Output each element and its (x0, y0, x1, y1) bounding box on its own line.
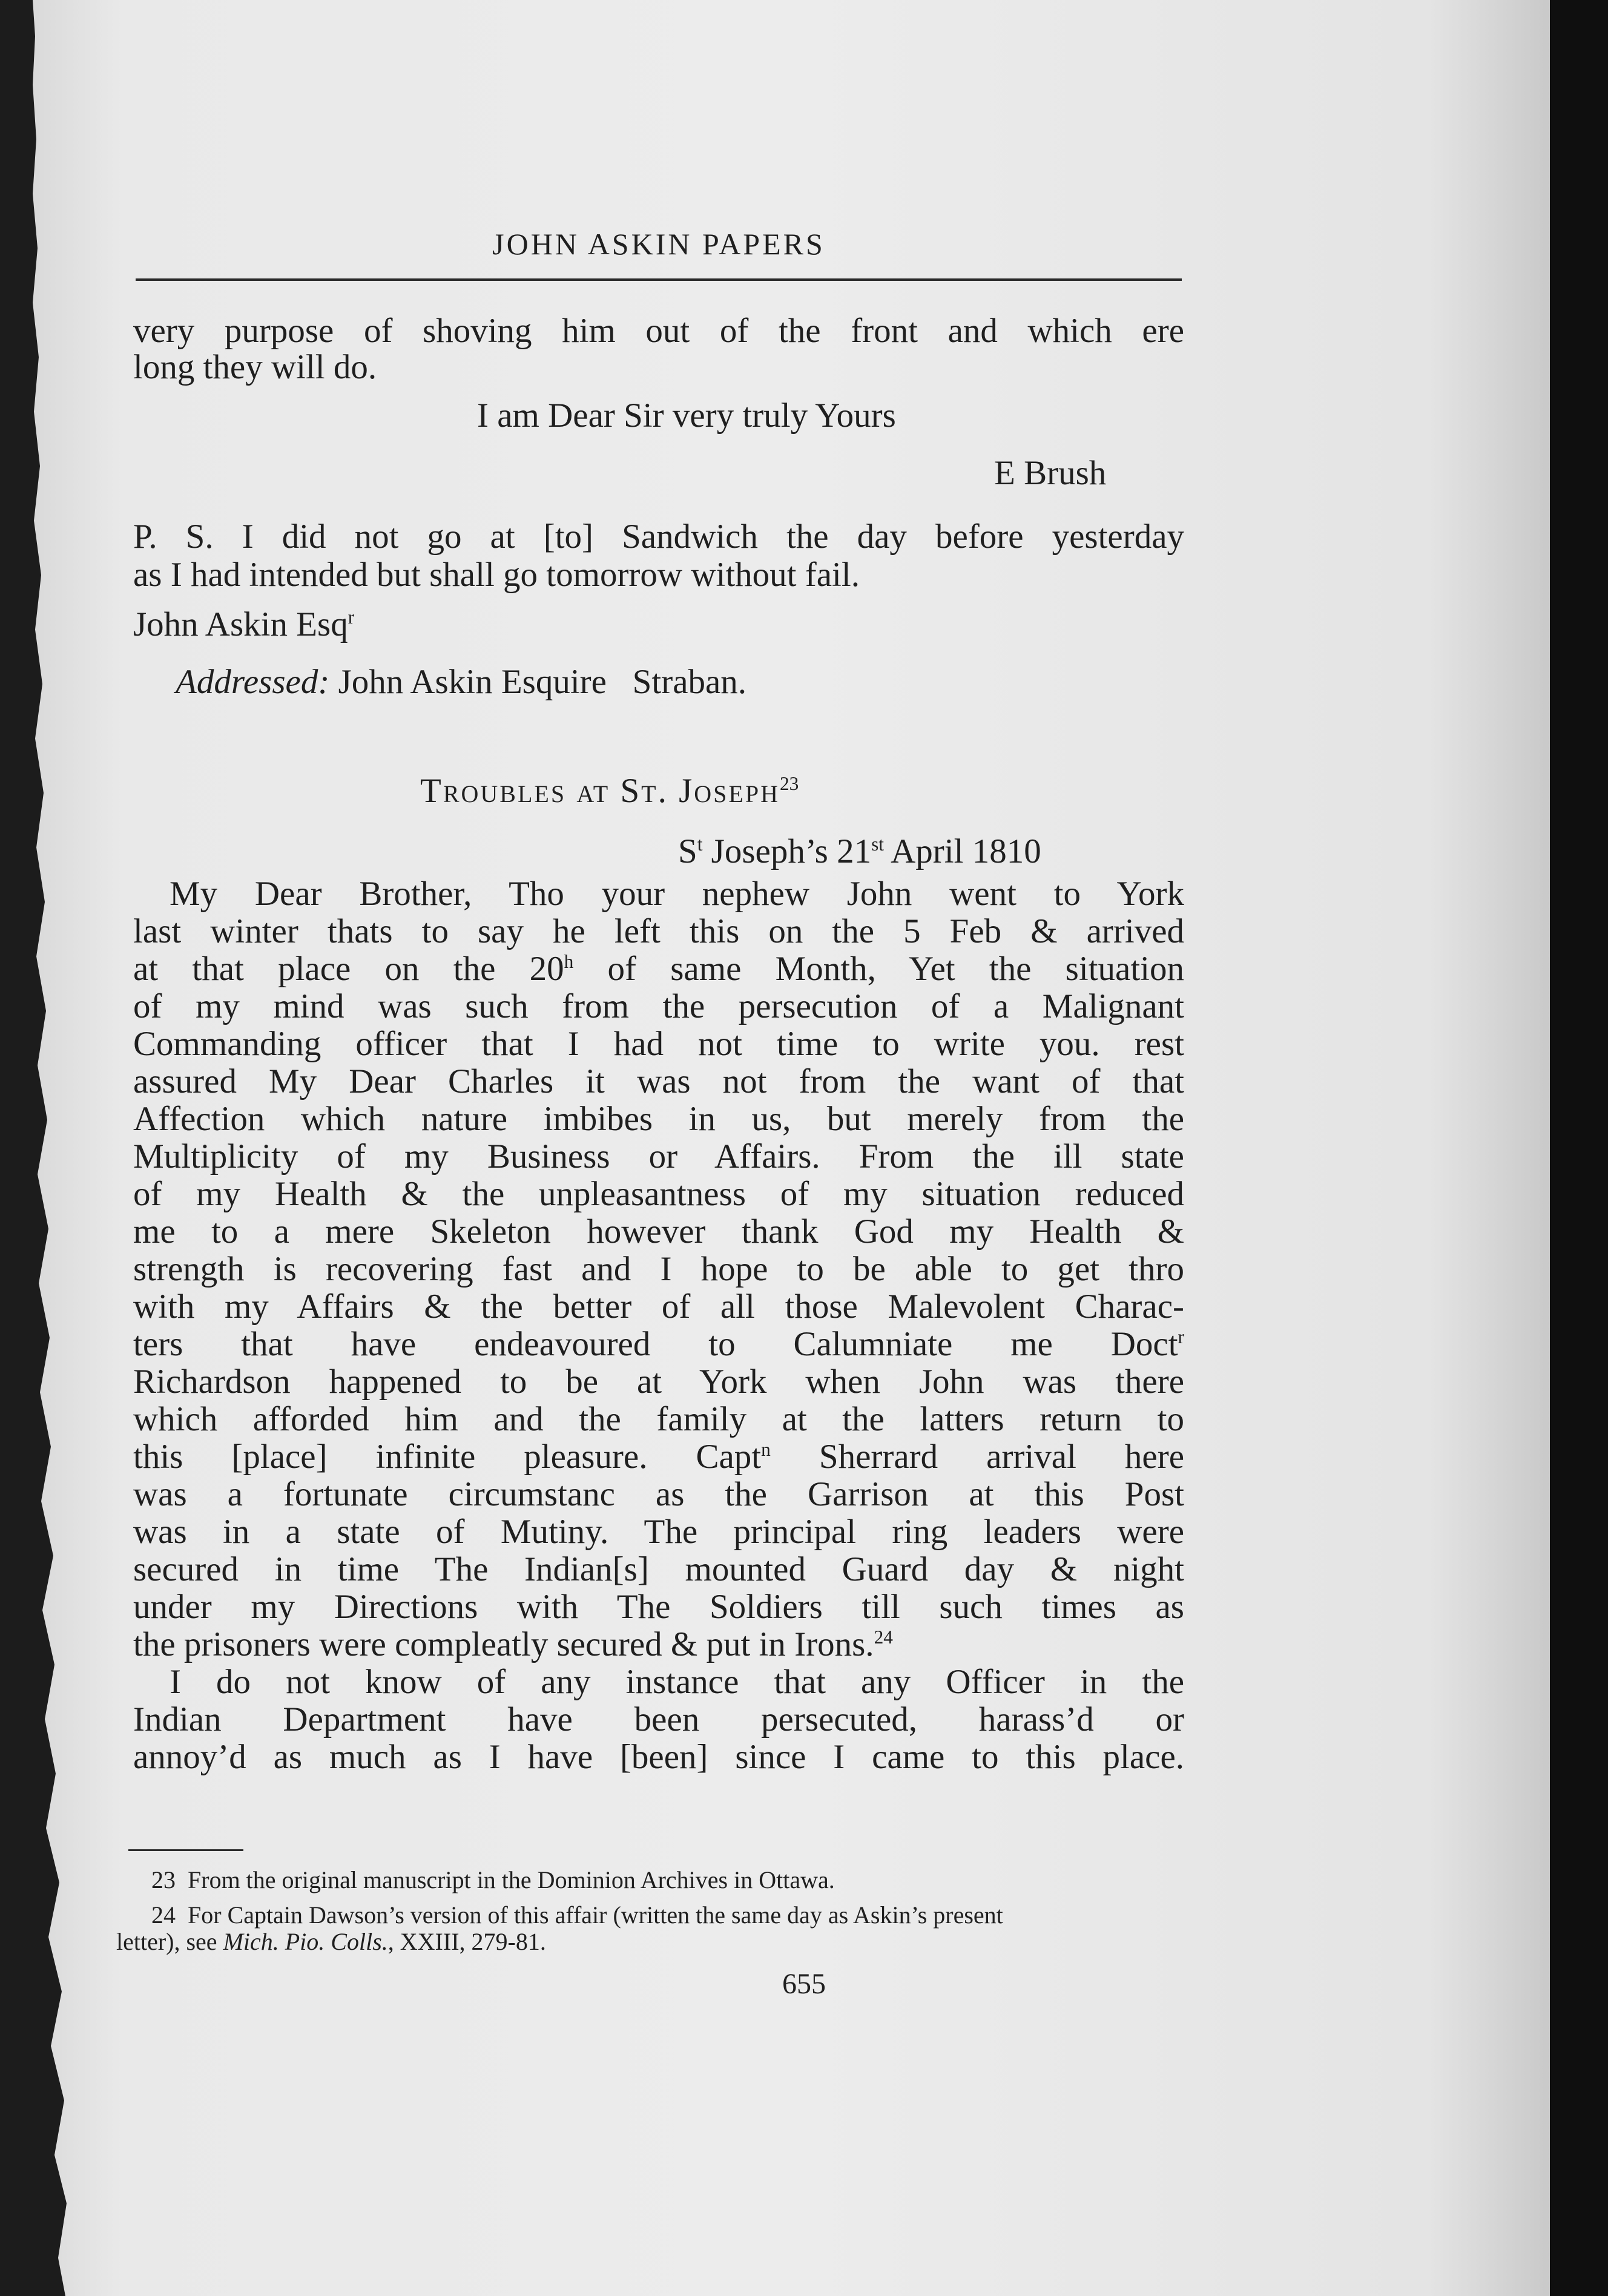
body-line-7: Affection which nature imbibes in us, but merely from the (133, 1100, 1184, 1138)
footnote-24 (151, 1901, 1003, 1930)
recipient-sup: r (348, 607, 355, 628)
letter1-recipient (133, 605, 354, 644)
letter1-line-2: long they will do. (133, 348, 377, 386)
letter1-line-1: very purpose of shoving him out of the front and which ere (133, 312, 1184, 350)
address-text: John Askin Esquire Straban. (338, 663, 747, 701)
body-line-16-sup: n (761, 1439, 771, 1460)
body-line-9: of my Health & the unpleasantness of my situation reduced (133, 1175, 1184, 1213)
body-line-15: which afforded him and the family at the latters return to (133, 1400, 1184, 1438)
body-line-3-sup: h (564, 951, 574, 972)
body-line-4: of my mind was such from the persecution of a Malignant (133, 987, 1184, 1025)
body-line-14: Richardson happened to be at York when John was there (133, 1363, 1184, 1401)
postscript-line-1: P. S. I did not go at [to] Sandwich the day before yesterday (133, 518, 1184, 556)
body-line-12: with my Affairs & the better of all those Malevolent Charac- (133, 1288, 1184, 1326)
footnote-24-cont-italic: Mich. Pio. Colls. (223, 1928, 388, 1955)
footnote-23-text: From the original manuscript in the Dominion Archives in Ottawa. (188, 1866, 835, 1893)
body-line-3 (133, 950, 1184, 988)
footnote-24-num: 24 (151, 1901, 176, 1929)
body-line-2: last winter thats to say he left this on the 5 Feb & arrived (133, 912, 1184, 950)
dateline (678, 832, 1041, 871)
body-line-10: me to a mere Skeleton however thank God my Health & (133, 1212, 1184, 1251)
section-title-text: Troubles at St. Joseph (420, 772, 780, 810)
body-line-13 (133, 1325, 1184, 1364)
footnote-23-num: 23 (151, 1866, 176, 1893)
scan-background (1550, 0, 1608, 2296)
body-line-21-a: the prisoners were compleatly secured & put in Irons. (133, 1625, 874, 1663)
dateline-prefix: S (678, 832, 697, 870)
address-label: Addressed: (176, 663, 330, 701)
body-line-21 (133, 1625, 893, 1664)
dateline-prefix-sup: t (697, 834, 703, 855)
body-line-18: was in a state of Mutiny. The principal ring leaders were (133, 1513, 1184, 1551)
footnote-24-text: For Captain Dawson’s version of this affair (written the same day as Askin’s present (188, 1901, 1003, 1929)
body-line-21-fn: 24 (874, 1627, 893, 1648)
dateline-day-sup: st (871, 834, 885, 855)
dateline-place: Joseph’s 21 (702, 832, 872, 870)
body-line-23: Indian Department have been persecuted, harass’d or (133, 1700, 1184, 1738)
body-line-13-a: ters that have endeavoured to Calumniate me Doct (133, 1325, 1178, 1363)
body-line-19: secured in time The Indian[s] mounted Guard day & night (133, 1550, 1184, 1588)
body-line-11: strength is recovering fast and I hope to be able to get thro (133, 1250, 1184, 1288)
body-line-5: Commanding officer that I had not time to write you. rest (133, 1025, 1184, 1063)
page-number: 655 (782, 1968, 826, 2000)
body-line-22: I do not know of any instance that any Officer in the (170, 1663, 1184, 1701)
running-header (136, 224, 1182, 281)
dateline-rest: April 1810 (884, 832, 1041, 870)
section-footnote-ref: 23 (779, 773, 799, 794)
body-line-8: Multiplicity of my Business or Affairs. From the ill state (133, 1137, 1184, 1176)
recipient-name: John Askin Esq (133, 605, 348, 643)
postscript-line-2: as I had intended but shall go tomorrow without fail. (133, 556, 860, 594)
torn-page-edge (30, 0, 109, 2296)
body-line-16-b: Sherrard arrival here (770, 1438, 1185, 1476)
body-line-16-a: this [place] infinite pleasure. Capt (133, 1438, 762, 1476)
body-line-24: annoy’d as much as I have [been] since I came to this place. (133, 1738, 1184, 1776)
section-title (420, 772, 799, 811)
footnote-23 (151, 1866, 835, 1895)
body-line-1: My Dear Brother, Tho your nephew John went to York (170, 875, 1184, 913)
letter1-closing: I am Dear Sir very truly Yours (477, 396, 896, 435)
footnote-24-cont-pre: letter), see (116, 1928, 223, 1955)
body-line-17: was a fortunate circumstanc as the Garrison at this Post (133, 1475, 1184, 1513)
footnote-rule (128, 1849, 243, 1851)
body-line-16 (133, 1438, 1184, 1476)
body-line-3-b: of same Month, Yet the situation (573, 950, 1185, 988)
body-line-3-a: at that place on the 20 (133, 950, 564, 988)
letter1-address (176, 663, 746, 702)
footnote-24-cont-post: , XXIII, 279-81. (387, 1928, 546, 1955)
body-line-13-sup: r (1178, 1326, 1184, 1347)
body-line-6: assured My Dear Charles it was not from the want of that (133, 1062, 1184, 1100)
body-line-20: under my Directions with The Soldiers till such times as (133, 1588, 1184, 1626)
letter1-signature: E Brush (994, 454, 1107, 492)
footnote-24-continued (116, 1927, 546, 1956)
header-title: JOHN ASKIN PAPERS (492, 227, 825, 261)
